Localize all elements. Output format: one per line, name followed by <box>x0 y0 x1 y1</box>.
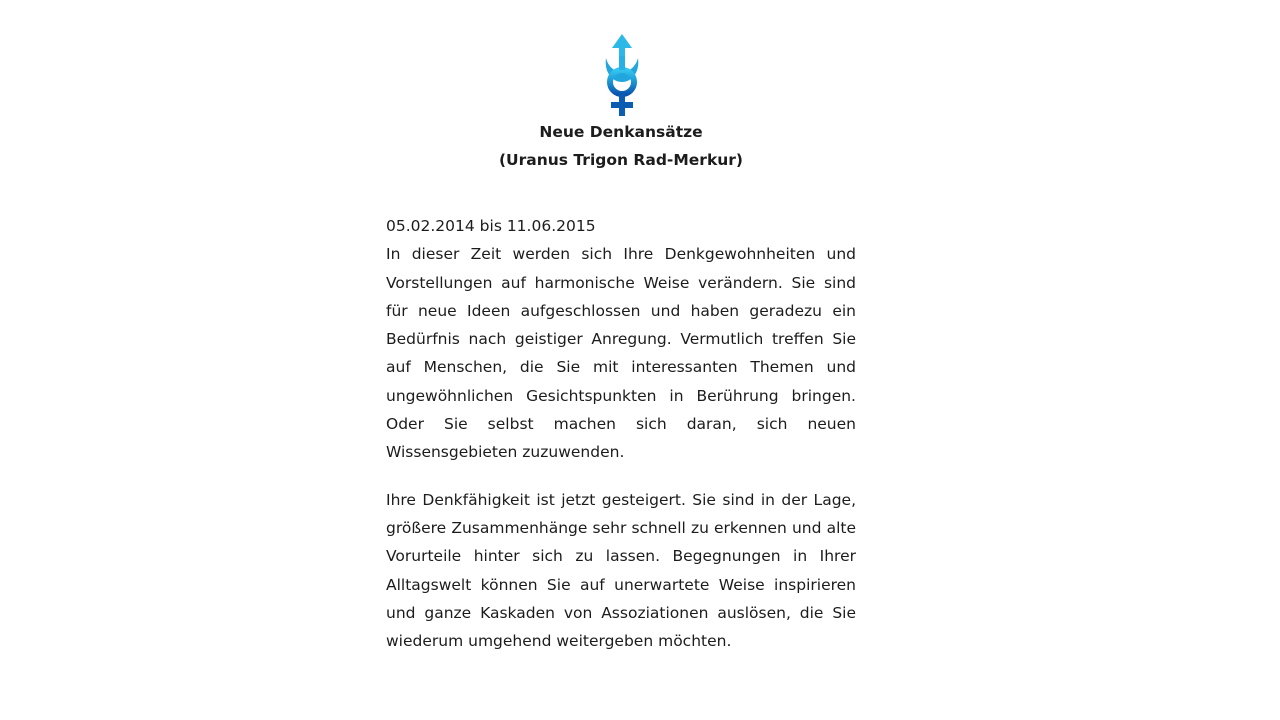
date-range: 05.02.2014 bis 11.06.2015 <box>386 217 596 235</box>
paragraph-2: Ihre Denkfähigkeit ist jetzt gesteigert. Sie sind in der Lage, größere Zusammenhänge sehr schnell zu erkennen und alte Vorurteile hinter sich zu lassen. Begegnungen in Ihrer Alltagswelt können Sie auf unerwartete Weise inspirieren und ganze Kaskaden von Assoziationen auslösen, die Sie wiederum umgehend weitergeben möchten. <box>386 490 856 651</box>
page-subtitle: (Uranus Trigon Rad-Merkur) <box>498 151 744 169</box>
uranus-mercury-symbol-icon <box>598 32 646 118</box>
page-title: Neue Denkansätze <box>539 123 703 141</box>
content-body <box>386 212 856 655</box>
heading-block <box>386 118 856 174</box>
paragraph-1: In dieser Zeit werden sich Ihre Denkgewohnheiten und Vorstellungen auf harmonische Weise verändern. Sie sind für neue Ideen aufgeschlossen und haben geradezu ein Bedürfnis nach geistiger Anregung. Vermutlich treffen Sie auf Menschen, die Sie mit interessanten Themen und ungewöhnlichen Gesichtspunkten in Berührung bringen. Oder Sie selbst machen sich daran, sich neuen Wissensgebieten zuzuwenden. <box>386 245 856 462</box>
